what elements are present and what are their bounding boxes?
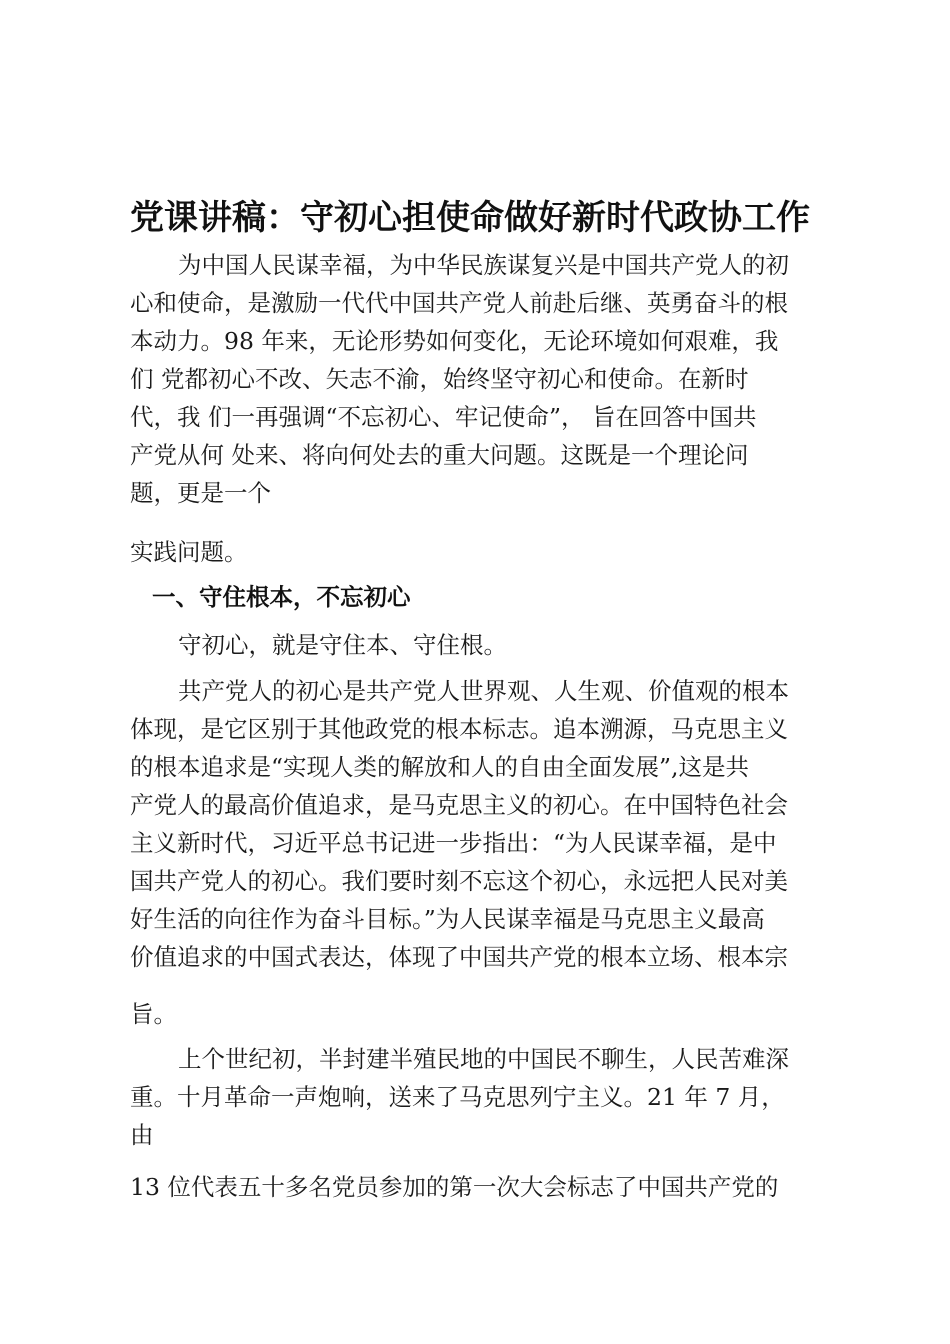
text-line: 好生活的向往作为奋斗目标。”为人民谋幸福是马克思主义最高 — [130, 905, 765, 933]
text-line: 重。十月革命一声炮响，送来了马克思列宁主义。21 年 7 月， — [130, 1083, 785, 1111]
text-line: 主义新时代，习近平总书记进一步指出：“为人民谋幸福，是中 — [130, 829, 777, 857]
text-line: 13 位代表五十多名党员参加的第一次大会标志了中国共产党的 — [130, 1173, 779, 1201]
text-line: 为中国人民谋幸福，为中华民族谋复兴是中国共产党人的初 — [178, 251, 789, 279]
text-line: 体现，是它区别于其他政党的根本标志。追本溯源，马克思主义 — [130, 715, 788, 743]
section-heading: 一、守住根本，不忘初心 — [152, 583, 411, 611]
text-line: 代，我 们一再强调“不忘初心、牢记使命”， 旨在回答中国共 — [130, 403, 757, 431]
body-paragraph-2 — [130, 672, 830, 976]
text-line: 产党从何 处来、将向何处去的重大问题。这既是一个理论问 — [130, 441, 749, 469]
text-line: 上个世纪初，半封建半殖民地的中国民不聊生，人民苦难深 — [178, 1045, 789, 1073]
text-line: 心和使命，是激励一代代中国共产党人前赴后继、英勇奋斗的根 — [130, 289, 788, 317]
text-line: 价值追求的中国式表达，体现了中国共产党的根本立场、根本宗 — [130, 943, 788, 971]
text-line: 们 党都初心不改、矢志不渝，始终坚守初心和使命。在新时 — [130, 365, 749, 393]
text-line: 共产党人的初心是共产党人世界观、人生观、价值观的根本 — [178, 677, 789, 705]
page-title: 党课讲稿：守初心担使命做好新时代政协工作 — [130, 198, 810, 238]
section-lead: 守初心，就是守住本、守住根。 — [178, 631, 507, 659]
text-line: 题，更是一个 — [130, 479, 271, 507]
text-line: 产党人的最高价值追求，是马克思主义的初心。在中国特色社会 — [130, 791, 788, 819]
text-line: 实践问题。 — [130, 538, 248, 566]
text-line: 旨。 — [130, 1000, 177, 1028]
text-line: 本动力。98 年来，无论形势如何变化，无论环境如何艰难，我 — [130, 327, 779, 355]
intro-tail — [130, 533, 830, 571]
text-line: 的根本追求是“实现人类的解放和人的自由全面发展”,这是共 — [130, 753, 749, 781]
body-paragraph-3 — [130, 1040, 830, 1154]
text-line: 由 — [130, 1121, 154, 1149]
body-paragraph-2-tail — [130, 995, 830, 1033]
intro-paragraph — [130, 246, 830, 512]
text-line: 国共产党人的初心。我们要时刻不忘这个初心，永远把人民对美 — [130, 867, 788, 895]
body-paragraph-4 — [130, 1168, 830, 1206]
